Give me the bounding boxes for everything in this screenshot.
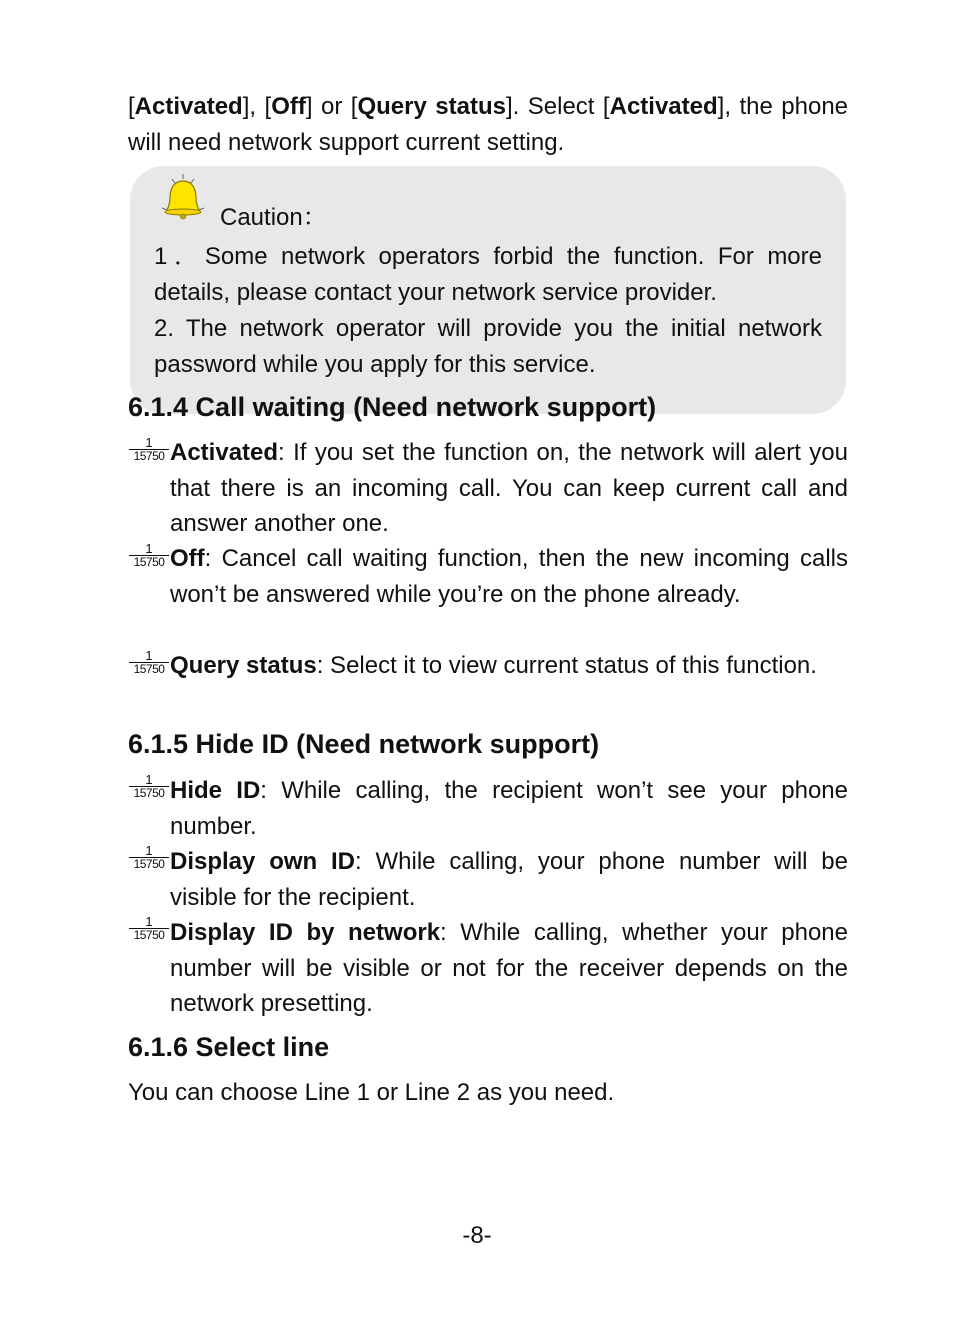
heading-6-1-4: 6.1.4 Call waiting (Need network support) xyxy=(128,392,657,422)
list-marker: $\frac{1}{15750}$ xyxy=(129,845,169,870)
heading-6-1-5: 6.1.5 Hide ID (Need network support) xyxy=(128,729,600,759)
list-item: Activated: If you set the function on, the network will alert you that there is an incoming call. You can keep current call and answer another one. xyxy=(170,439,848,537)
list-marker: $\frac{1}{15750}$ xyxy=(129,437,169,462)
list-item: Display own ID: While calling, your phone number will be visible for the recipient. xyxy=(170,848,848,911)
list-item: Hide ID: While calling, the recipient won’t see your phone number. xyxy=(170,777,848,840)
list-marker: $\frac{1}{15750}$ xyxy=(129,916,169,941)
list-item: Display ID by network: While calling, whether your phone number will be visible or not for the receiver depends on the network presetting. xyxy=(170,919,848,1017)
caution-line-2: 2. The network operator will provide you the initial network password while you apply for this service. xyxy=(154,315,822,378)
page-number: -8- xyxy=(462,1222,492,1249)
select-line-paragraph: You can choose Line 1 or Line 2 as you need. xyxy=(128,1079,615,1106)
list-marker: $\frac{1}{15750}$ xyxy=(129,650,169,675)
caution-title: Caution： xyxy=(220,204,327,231)
list-item: Query status: Select it to view current status of this function. xyxy=(170,652,817,679)
list-marker: $\frac{1}{15750}$ xyxy=(129,543,169,568)
caution-line-1: 1．Some network operators forbid the function. For more details, please contact your network service provider. xyxy=(154,243,822,306)
heading-6-1-6: 6.1.6 Select line xyxy=(128,1032,330,1062)
intro-paragraph: [Activated], [Off] or [Query status]. Select [Activated], the phone will need network support current setting. xyxy=(128,93,849,156)
list-marker: $\frac{1}{15750}$ xyxy=(129,774,169,799)
bell-icon xyxy=(158,172,210,224)
list-item: Off: Cancel call waiting function, then the new incoming calls won’t be answered while you’re on the phone already. xyxy=(170,545,848,608)
